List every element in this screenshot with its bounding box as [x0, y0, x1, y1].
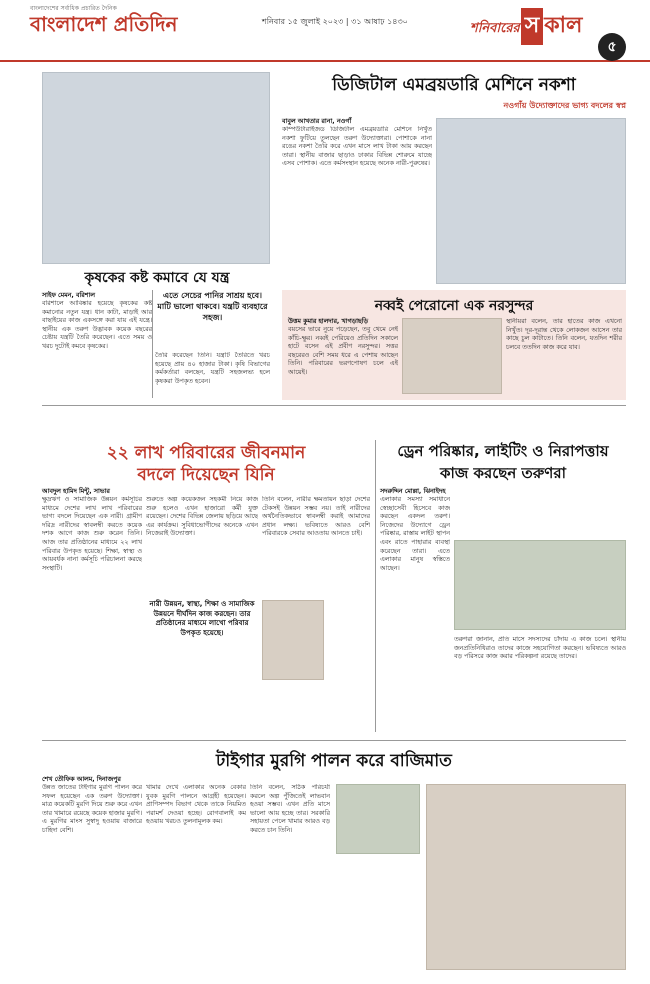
- story4-byline: আবদুল হামিদ মিন্টু, সাভার: [42, 488, 110, 495]
- story5-body2: তরুণরা জানান, প্রতি মাসে সদস্যদের চাঁদায় এ কাজ চলে। স্থানীয় জনপ্রতিনিধিরাও তাদের কাজে সহযোগিতা করছেন। ভবিষ্যতে আরও বড় পরিসরে কাজ করার পরিকল্পনা রয়েছে তাদের।: [454, 636, 626, 661]
- story1-byline: সাইফ মেমন, বরিশাল: [42, 292, 95, 299]
- story5-byline: সদরুদ্দিন মোল্লা, ঝিনাইদহ: [380, 488, 446, 495]
- story3-body: বয়সের ভারে নুয়ে পড়েছেন, তবু থেমে নেই কাঁচি-ক্ষুর। নব্বই পেরিয়েও প্রতিদিন সকালে হাটে বসেন এই প্রবীণ নরসুন্দর। সত্তর বছরেরও বেশি সময় ধরে এ পেশায় আছেন তিনি। পরিবারের ভরণপোষণ চলে এই আয়েই।: [288, 326, 398, 376]
- story4-quote: নারী উন্নয়ন, স্বাস্থ্য, শিক্ষা ও সামাজিক উন্নয়নে দীর্ঘদিন কাজ করছেন। তার প্রতিষ্ঠানের মাধ্যমে লাখো পরিবার উপকৃত হয়েছে।: [149, 600, 255, 637]
- story4-headline-line1: ২২ লাখ পরিবারের জীবনমান: [106, 443, 306, 463]
- story2-byline: বাবুল আখতার রানা, নওগাঁ: [282, 118, 352, 125]
- chicken-farm-photo: [426, 784, 626, 970]
- masthead-tagline: বাংলাদেশের সর্বাধিক প্রচারিত দৈনিক: [30, 5, 117, 12]
- story2-subhead: নওগাঁয় উদ্যোক্তাদের ভাগ্য বদলের স্বপ্ন: [503, 101, 626, 110]
- section-brand-s: স: [521, 8, 544, 45]
- chicken-farm-photo-small: [336, 784, 420, 854]
- barber-photo: [402, 318, 502, 394]
- story2-headline: ডিজিটাল এমব্রয়ডারি মেশিনে নকশা: [332, 75, 576, 95]
- story6-body: উন্নত জাতের টাইগার মুরগি পালন করে সফল হয়েছেন এক তরুণ উদ্যোক্তা। মাত্র কয়েকটি মুরগি দিয়ে শুরু করে এখন তার খামারে রয়েছে কয়েক হাজার মুরগি। এ মুরগির মাংস সুস্বাদু হওয়ায় বাজারে চাহিদা বেশি।: [42, 784, 142, 834]
- story6-body2: খামার দেখে এলাকার অনেক বেকার যুবক মুরগি পালনে আগ্রহী হয়েছেন। প্রাণিসম্পদ বিভাগ থেকে তাকে নিয়মিত পরামর্শ দেওয়া হচ্ছে। রোগবালাই কম হওয়ায় খরচও তুলনামূলক কম।: [146, 784, 246, 826]
- story4-body: ক্ষুদ্রঋণ ও সামাজিক উন্নয়ন কর্মসূচির মাধ্যমে দেশের লাখ লাখ পরিবারের ভাগ্য বদলে দিয়েছেন এক নারী। গ্রামীণ দরিদ্র নারীদের স্বাবলম্বী করতে কয়েক দশক আগে কাজ শুরু করেন তিনি। আজ তার প্রতিষ্ঠানের মাধ্যমে ২২ লাখ পরিবার উপকৃত হয়েছে। শিক্ষা, স্বাস্থ্য ও আয়বর্ধক নানা কর্মসূচি পরিচালনা করছে সংস্থাটি।: [42, 496, 142, 572]
- story5-headline-line1: ড্রেন পরিষ্কার, লাইটিং ও নিরাপত্তায়: [397, 442, 609, 460]
- story5-headline-line2: কাজ করছেন তরুণরা: [440, 464, 566, 482]
- story4-body2: শুরুতে অল্প কয়েকজন সহকর্মী নিয়ে কাজ শুরু হলেও এখন হাজারো কর্মী যুক্ত রয়েছেন। দেশের বিভিন্ন জেলায় ছড়িয়ে আছে এর কার্যক্রম। সুবিধাভোগীদের অনেকে এখন নিজেরাই উদ্যোক্তা।: [146, 496, 258, 538]
- story6-body3: তিনি বলেন, সঠিক পরিচর্যা করলে অল্প পুঁজিতেই লাভবান হওয়া সম্ভব। এখন প্রতি মাসে ভালো আয় হচ্ছে তার। সরকারি সহায়তা পেলে খামার আরও বড় করতে চান তিনি।: [250, 784, 330, 834]
- embroidery-machine-photo: [436, 118, 626, 284]
- section-divider: [42, 405, 626, 406]
- section-brand: [470, 8, 582, 40]
- story1-body: বরিশালে আবিষ্কার হয়েছে কৃষকের কষ্ট কমানোর নতুন যন্ত্র। ধান কাটা, মাড়াই আর বাছাইয়ের কাজ একসঙ্গে করা যায় এই যন্ত্রে। স্থানীয় এক তরুণ উদ্ভাবক কয়েক বছরের চেষ্টায় যন্ত্রটি তৈরি করেছেন। এতে সময় ও খরচ দুটোই কমবে কৃষকের।: [42, 300, 152, 350]
- story6-headline: টাইগার মুরগি পালন করে বাজিমাত: [216, 751, 452, 771]
- newspaper-logo: বাংলাদেশ প্রতিদিন: [30, 12, 178, 36]
- column-divider: [375, 440, 376, 732]
- story1-quote: এতে সেচের পানির সাশ্রয় হবে। মাটি ভালো থাকবে। যন্ত্রটি ব্যবহারে সহজ।: [157, 291, 268, 322]
- page-number: ৫: [598, 33, 626, 61]
- story1-headline: কৃষকের কষ্ট কমাবে যে যন্ত্র: [84, 270, 230, 286]
- story5-body: এলাকার সমস্যা সমাধানে স্বেচ্ছাসেবী হিসেবে কাজ করছেন একদল তরুণ। নিজেদের উদ্যোগে ড্রেন পরিষ্কার, রাস্তায় লাইট স্থাপন এবং রাতে পাহারার ব্যবস্থা করেছেন তারা। এতে এলাকার মানুষ স্বস্তিতে আছেন।: [380, 496, 450, 572]
- masthead: [0, 0, 650, 62]
- story3-byline: উত্তম কুমার হালদার, খাগড়াছড়ি: [288, 318, 369, 325]
- story3-headline: নব্বই পেরোনো এক নরসুন্দর: [374, 298, 534, 314]
- woman-portrait-photo: [262, 600, 324, 680]
- section-brand-rest: কাল: [544, 12, 583, 38]
- farmer-machine-photo: [42, 72, 270, 264]
- story1-body3: তৈরি করেছেন তিনি। যন্ত্রটি তৈরিতে খরচ হয়েছে প্রায় ৪০ হাজার টাকা। কৃষি বিভাগের কর্মকর্তারা বলছেন, যন্ত্রটি সহজলভ্য হলে কৃষকরা উপকৃত হবেন।: [155, 352, 270, 385]
- section-brand-prefix: শনিবারের: [470, 21, 520, 36]
- column-divider: [152, 290, 153, 398]
- youth-volunteers-photo: [454, 540, 626, 630]
- story4-body3: তিনি বলেন, নারীর ক্ষমতায়ন ছাড়া দেশের টেকসই উন্নয়ন সম্ভব নয়। তাই নারীদের অর্থনৈতিকভাবে স্বাবলম্বী করাই আমাদের প্রধান লক্ষ্য। ভবিষ্যতে আরও বেশি পরিবারকে সেবার আওতায় আনতে চাই।: [262, 496, 370, 538]
- story3-body2: স্থানীয়রা বলেন, তার হাতের কাজ এখনো নিখুঁত। দূর-দূরান্ত থেকে লোকজন আসেন তার কাছে চুল কাটাতে। তিনি বলেন, যতদিন শরীর চলবে ততদিন কাজ করে যাব।: [506, 318, 622, 351]
- story2-body: কম্পিউটারাইজড ডিজিটাল এমব্রয়ডারি মেশিনে নিখুঁত নকশা ফুটিয়ে তুলছেন তরুণ উদ্যোক্তারা। পোশাকে নানা রঙের নকশা তৈরি করে এখন মাসে লাখ টাকা আয় করছেন তারা। স্থানীয় বাজার ছাড়াও ঢাকার বিভিন্ন শোরুমে যাচ্ছে এসব পোশাক। এতে কর্মসংস্থান হয়েছে অনেক নারী-পুরুষের।: [282, 126, 432, 168]
- dateline: শনিবার ১৫ জুলাই ২০২৩ | ৩১ আষাঢ় ১৪৩০: [262, 17, 408, 26]
- story6-byline: শেখ তৌফিক আলম, দিনাজপুর: [42, 776, 121, 783]
- section-divider: [42, 740, 626, 741]
- story4-headline-line2: বদলে দিয়েছেন যিনি: [137, 465, 275, 485]
